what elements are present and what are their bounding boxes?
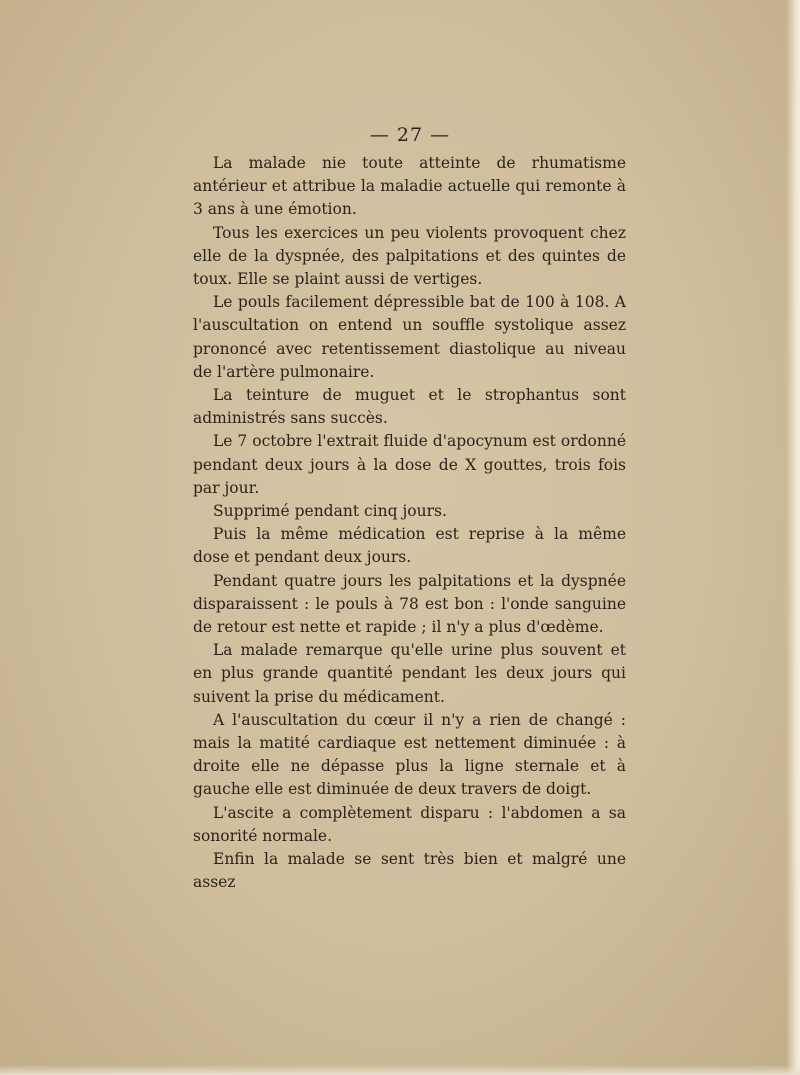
paragraph: A l'auscultation du cœur il n'y a rien de changé : mais la matité cardiaque est nettement diminuée : à droite elle ne dépasse plus la ligne sternale et à gauche elle est diminuée de deux travers de doigt. [193, 710, 626, 799]
paragraph: Supprimé pendant cinq jours. [213, 502, 447, 521]
page-edge-right [786, 0, 800, 1075]
paragraph: La malade nie toute atteinte de rhumatisme antérieur et attribue la maladie actuelle qui remonte à 3 ans à une émotion. [193, 154, 626, 219]
paragraph: Puis la même médication est reprise à la même dose et pendant deux jours. [193, 525, 626, 567]
page-number: — 27 — [369, 124, 451, 146]
page-edge-bottom [0, 1065, 800, 1075]
body-text [193, 152, 626, 895]
paragraph: La malade remarque qu'elle urine plus souvent et en plus grande quantité pendant les deux jours qui suivent la prise du médicament. [193, 641, 626, 706]
paragraph: Pendant quatre jours les palpitations et la dyspnée disparaissent : le pouls à 78 est bon : l'onde sanguine de retour est nette et rapide ; il n'y a plus d'œdème. [193, 571, 626, 637]
paragraph: Tous les exercices un peu violents provoquent chez elle de la dyspnée, des palpitations et des quintes de toux. Elle se plaint aussi de vertiges. [193, 223, 626, 289]
paragraph: Le pouls facilement dépressible bat de 100 à 108. A l'auscultation on entend un souffle systolique assez prononcé avec retentissement diastolique au niveau de l'artère pulmonaire. [193, 293, 626, 381]
paragraph: La teinture de muguet et le strophantus sont administrés sans succès. [193, 386, 626, 428]
paragraph: L'ascite a complètement disparu : l'abdomen a sa sonorité normale. [193, 803, 626, 845]
paragraph: Le 7 octobre l'extrait fluide d'apocynum est ordonné pendant deux jours à la dose de X gouttes, trois fois par jour. [193, 432, 626, 497]
paragraph: Enfin la malade se sent très bien et malgré une assez [193, 850, 626, 892]
